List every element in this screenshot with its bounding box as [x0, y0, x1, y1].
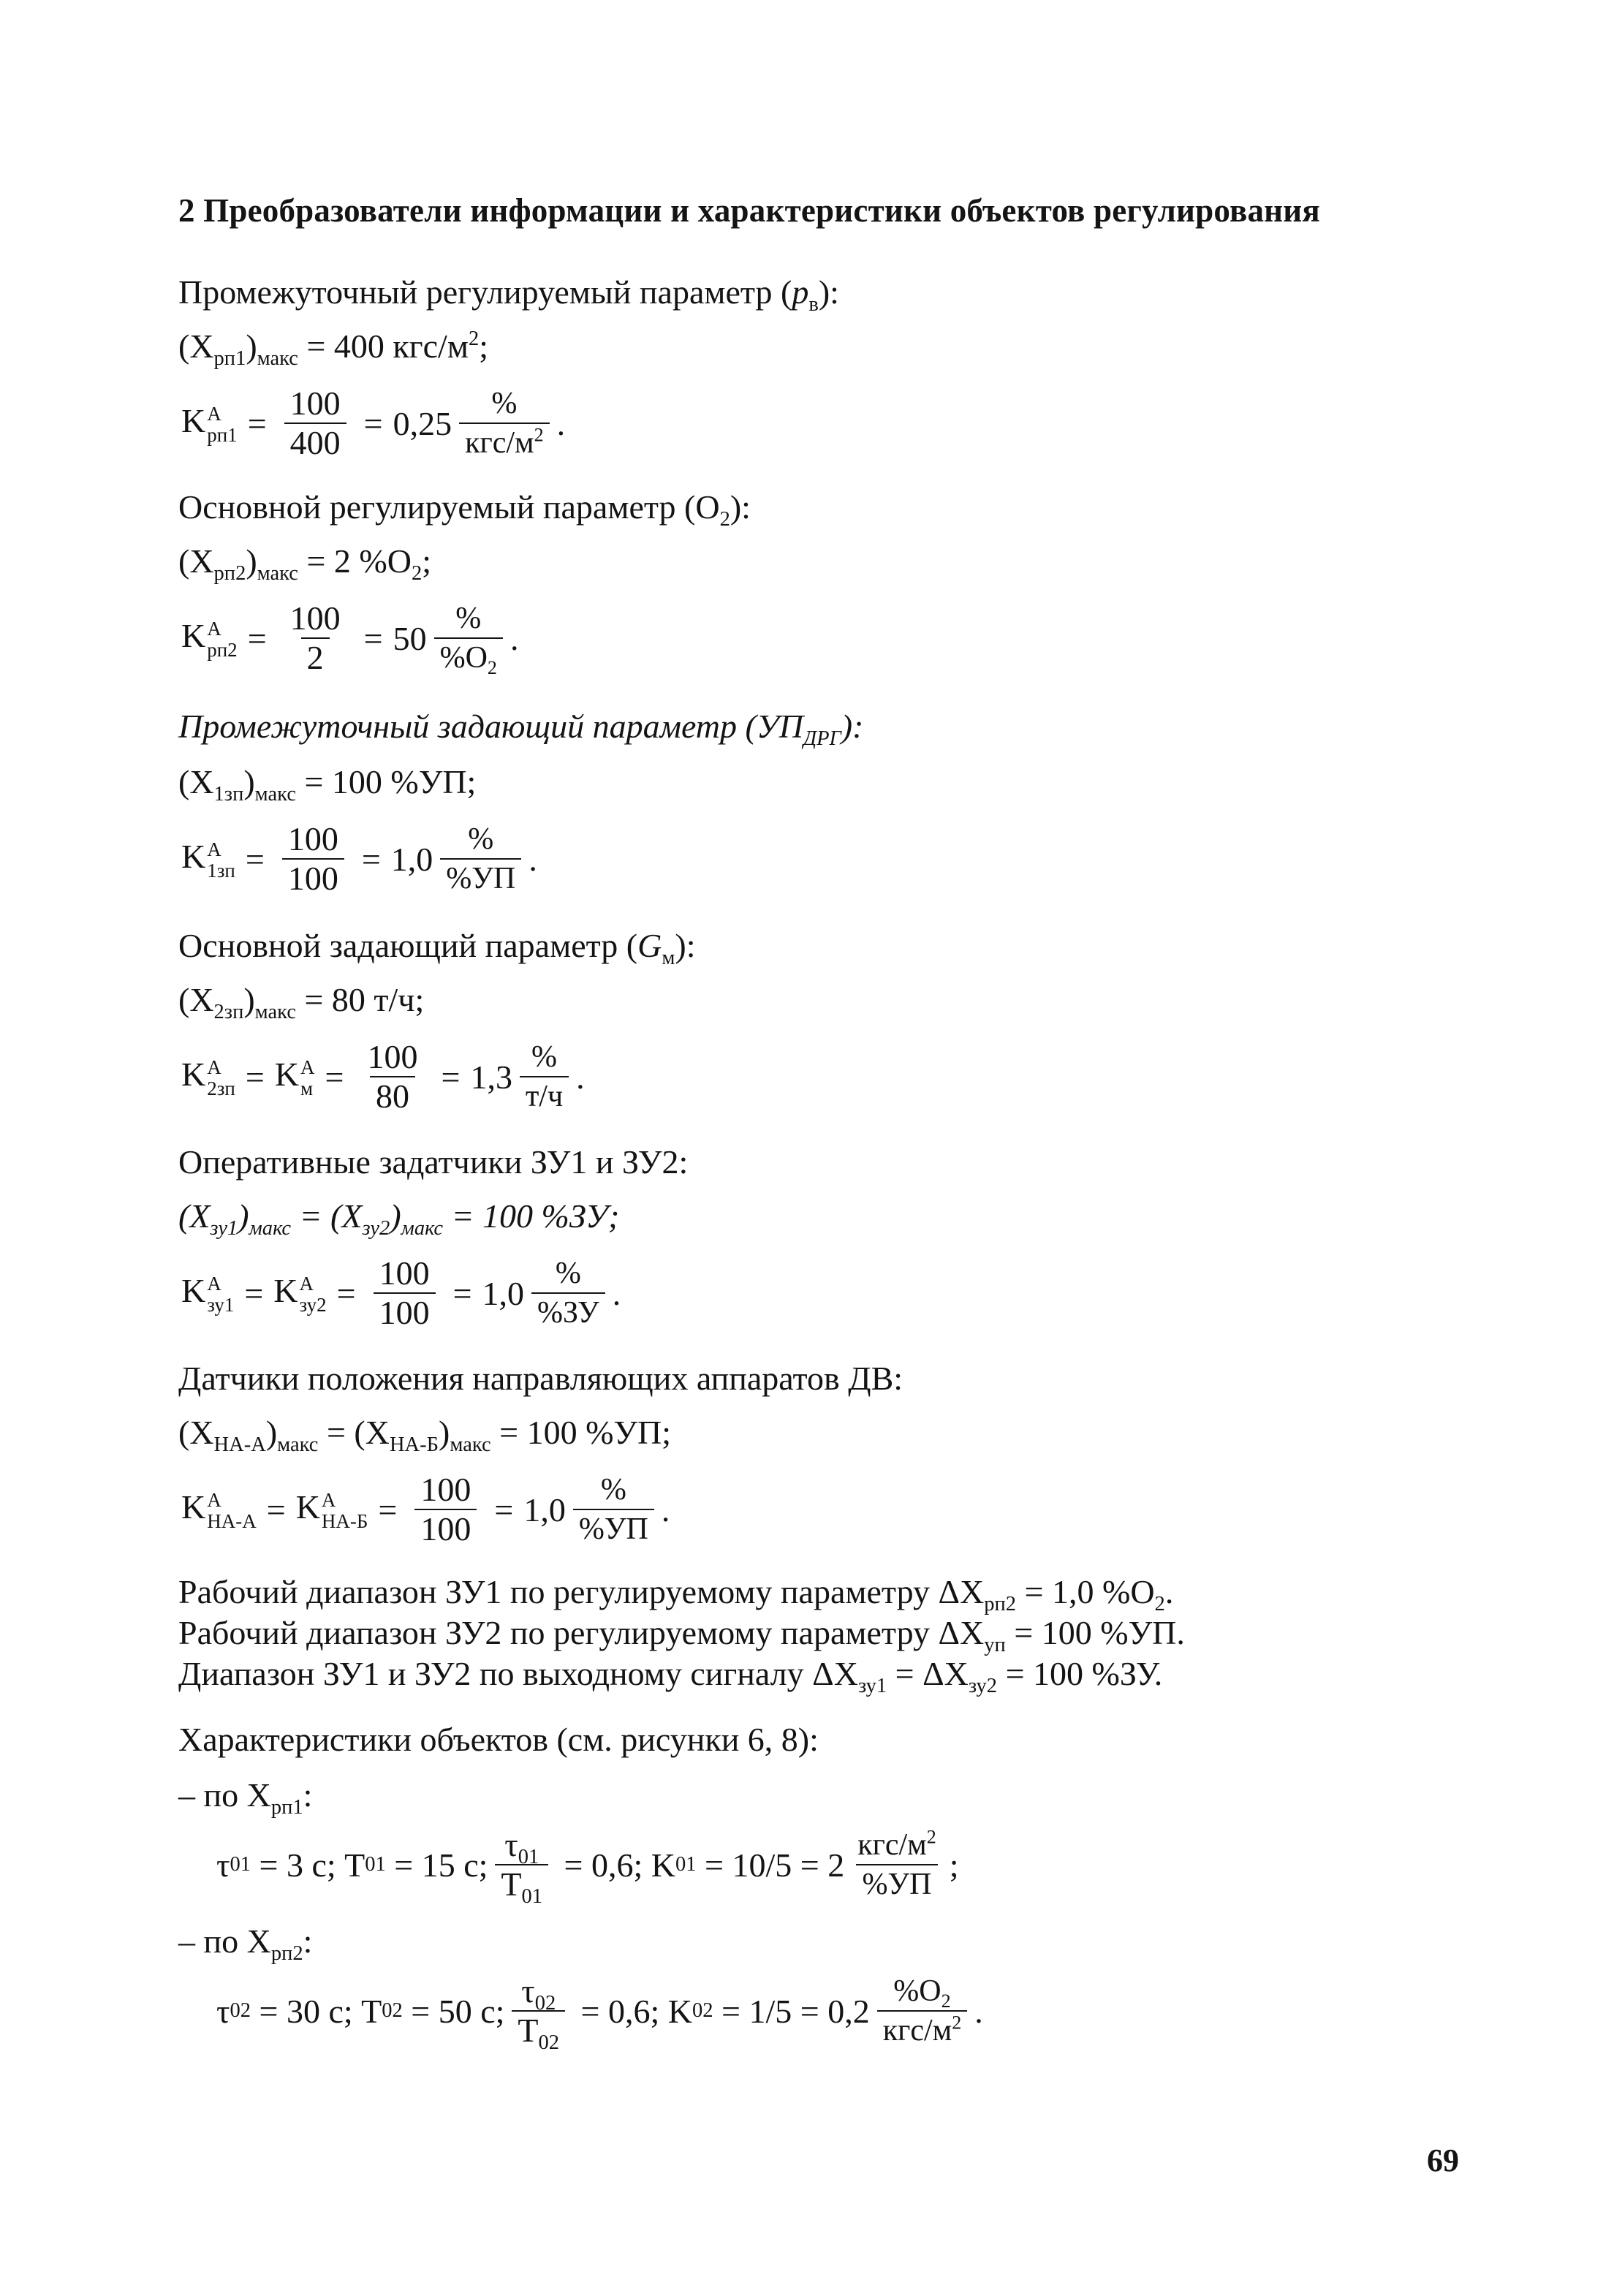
object1-equation: τ 01 = 3 с; T 01 = 15 с; $\frac{\tau_{01}}{T_{01}}$ = 0,6; K 01 = 10/5 = 2 $\frac{кгс/м^2}{\%УП}$ ;: [216, 1826, 959, 1908]
xrp2-max-line: $(X_{рп2})_{макс} = 2$ $\%O_2$;: [178, 542, 431, 585]
range-output-line: Диапазон ЗУ1 и ЗУ2 по выходному сигналу $\Delta X_{зу1} = \Delta X_{зу2} = 100$ %ЗУ.: [178, 1655, 1163, 1697]
unit-fraction: $\frac{\%O_2}{кгс/м^2}$: [877, 1972, 968, 2050]
kzu-equation: K A зу1 = K A зу2 = $\frac{100}{100}$ = 1,0 $\frac{\%}{\%ЗУ}$ .: [181, 1254, 621, 1331]
section-heading: 2 Преобразователи информации и характеристики объектов регулирования: [178, 192, 1320, 229]
fraction: $\frac{100}{80}$: [367, 1038, 418, 1115]
unit-fraction: $\frac{кгс/м^2}{\%УП}$: [852, 1826, 942, 1903]
main-setpoint-param-title: Основной задающий параметр $(G_м)$:: [178, 927, 696, 969]
object1-label: – по $X_{рп1}$:: [178, 1776, 313, 1819]
unit-fraction: $\frac{\%}{кгс/м^2}$: [459, 384, 550, 462]
unit-fraction: $\frac{\%}{\%ЗУ}$: [531, 1254, 605, 1332]
unit-fraction: $\frac{\%}{\%УП}$: [440, 820, 521, 898]
fraction: $\frac{100}{100}$: [374, 1254, 436, 1332]
xna-max-line: $(X_{НА-А})_{макс} = (X_{НА-Б})_{макс} = 100$ %УП;: [178, 1414, 671, 1456]
unit-fraction: $\frac{\%}{\%УП}$: [573, 1471, 654, 1548]
range-zu2-line: Рабочий диапазон ЗУ2 по регулируемому параметру $\Delta X_{уп} = 100$ %УП.: [178, 1614, 1185, 1656]
krp2-equation: K A рп2 = $\frac{100}{2}$ = 50 $\frac{\%}{\%O_2}$ .: [181, 599, 519, 679]
fraction: $\frac{100}{400}$: [284, 384, 346, 462]
position-sensors-title: Датчики положения направляющих аппаратов ДВ:: [178, 1360, 903, 1397]
unit-fraction: $\frac{\%}{т/ч}$: [520, 1038, 569, 1115]
k1zp-equation: K A 1зп = $\frac{100}{100}$ = 1,0 $\frac{\%}{\%УП}$ .: [181, 820, 537, 897]
intermediate-controlled-param-title: Промежуточный регулируемый параметр $(p_в)$:: [178, 273, 839, 316]
range-zu1-line: Рабочий диапазон ЗУ1 по регулируемому параметру $\Delta X_{рп2} = 1,0$ $\%O_2$.: [178, 1573, 1174, 1615]
intermediate-setpoint-param-title: Промежуточный задающий параметр $(УП_{ДРГ})$:: [178, 708, 864, 750]
tau-over-T-fraction: $\frac{\tau_{02}}{T_{02}}$: [512, 1972, 565, 2050]
fraction: $\frac{100}{100}$: [414, 1471, 477, 1548]
object2-label: – по $X_{рп2}$:: [178, 1922, 313, 1965]
fraction: $\frac{100}{100}$: [282, 820, 344, 898]
k2zp-equation: K A 2зп = K A м = $\frac{100}{80}$ = 1,3 $\frac{\%}{т/ч}$ .: [181, 1038, 585, 1115]
unit-fraction: $\frac{\%}{\%O_2}$: [434, 599, 503, 677]
object2-equation: τ 02 = 30 с; T 02 = 50 с; $\frac{\tau_{02}}{T_{02}}$ = 0,6; K 02 = 1/5 = 0,2 $\frac{\%O_2}{кгс/м^2}$ .: [216, 1972, 983, 2054]
page-number: 69: [1427, 2142, 1459, 2178]
x1zp-max-line: $(X_{1зп})_{макс} = 100$ %УП;: [178, 763, 477, 806]
operative-setters-title: Оперативные задатчики ЗУ1 и ЗУ2:: [178, 1143, 689, 1181]
xzu-max-line: $(X_{зу1})_{макс} = (X_{зу2})_{макс} = 100$ %ЗУ;: [178, 1197, 620, 1240]
fraction: $\frac{100}{2}$: [289, 599, 341, 676]
krp1-equation: K A рп1 = $\frac{100}{400}$ = 0,25 $\frac{\%}{кгс/м^2}$ .: [181, 384, 566, 461]
main-controlled-param-title: Основной регулируемый параметр $(O_2)$:: [178, 488, 751, 531]
x2zp-max-line: $(X_{2зп})_{макс} = 80$ т/ч;: [178, 981, 425, 1023]
xrp1-max-line: $(X_{рп1})_{макс} = 400$ кгс/$м^2$;: [178, 327, 488, 370]
tau-over-T-fraction: $\frac{\tau_{01}}{T_{01}}$: [495, 1826, 548, 1903]
kna-equation: K A НА-А = K A НА-Б = $\frac{100}{100}$ = 1,0 $\frac{\%}{\%УП}$ .: [181, 1471, 670, 1547]
object-characteristics-title: Характеристики объектов (см. рисунки 6, 8):: [178, 1721, 819, 1758]
